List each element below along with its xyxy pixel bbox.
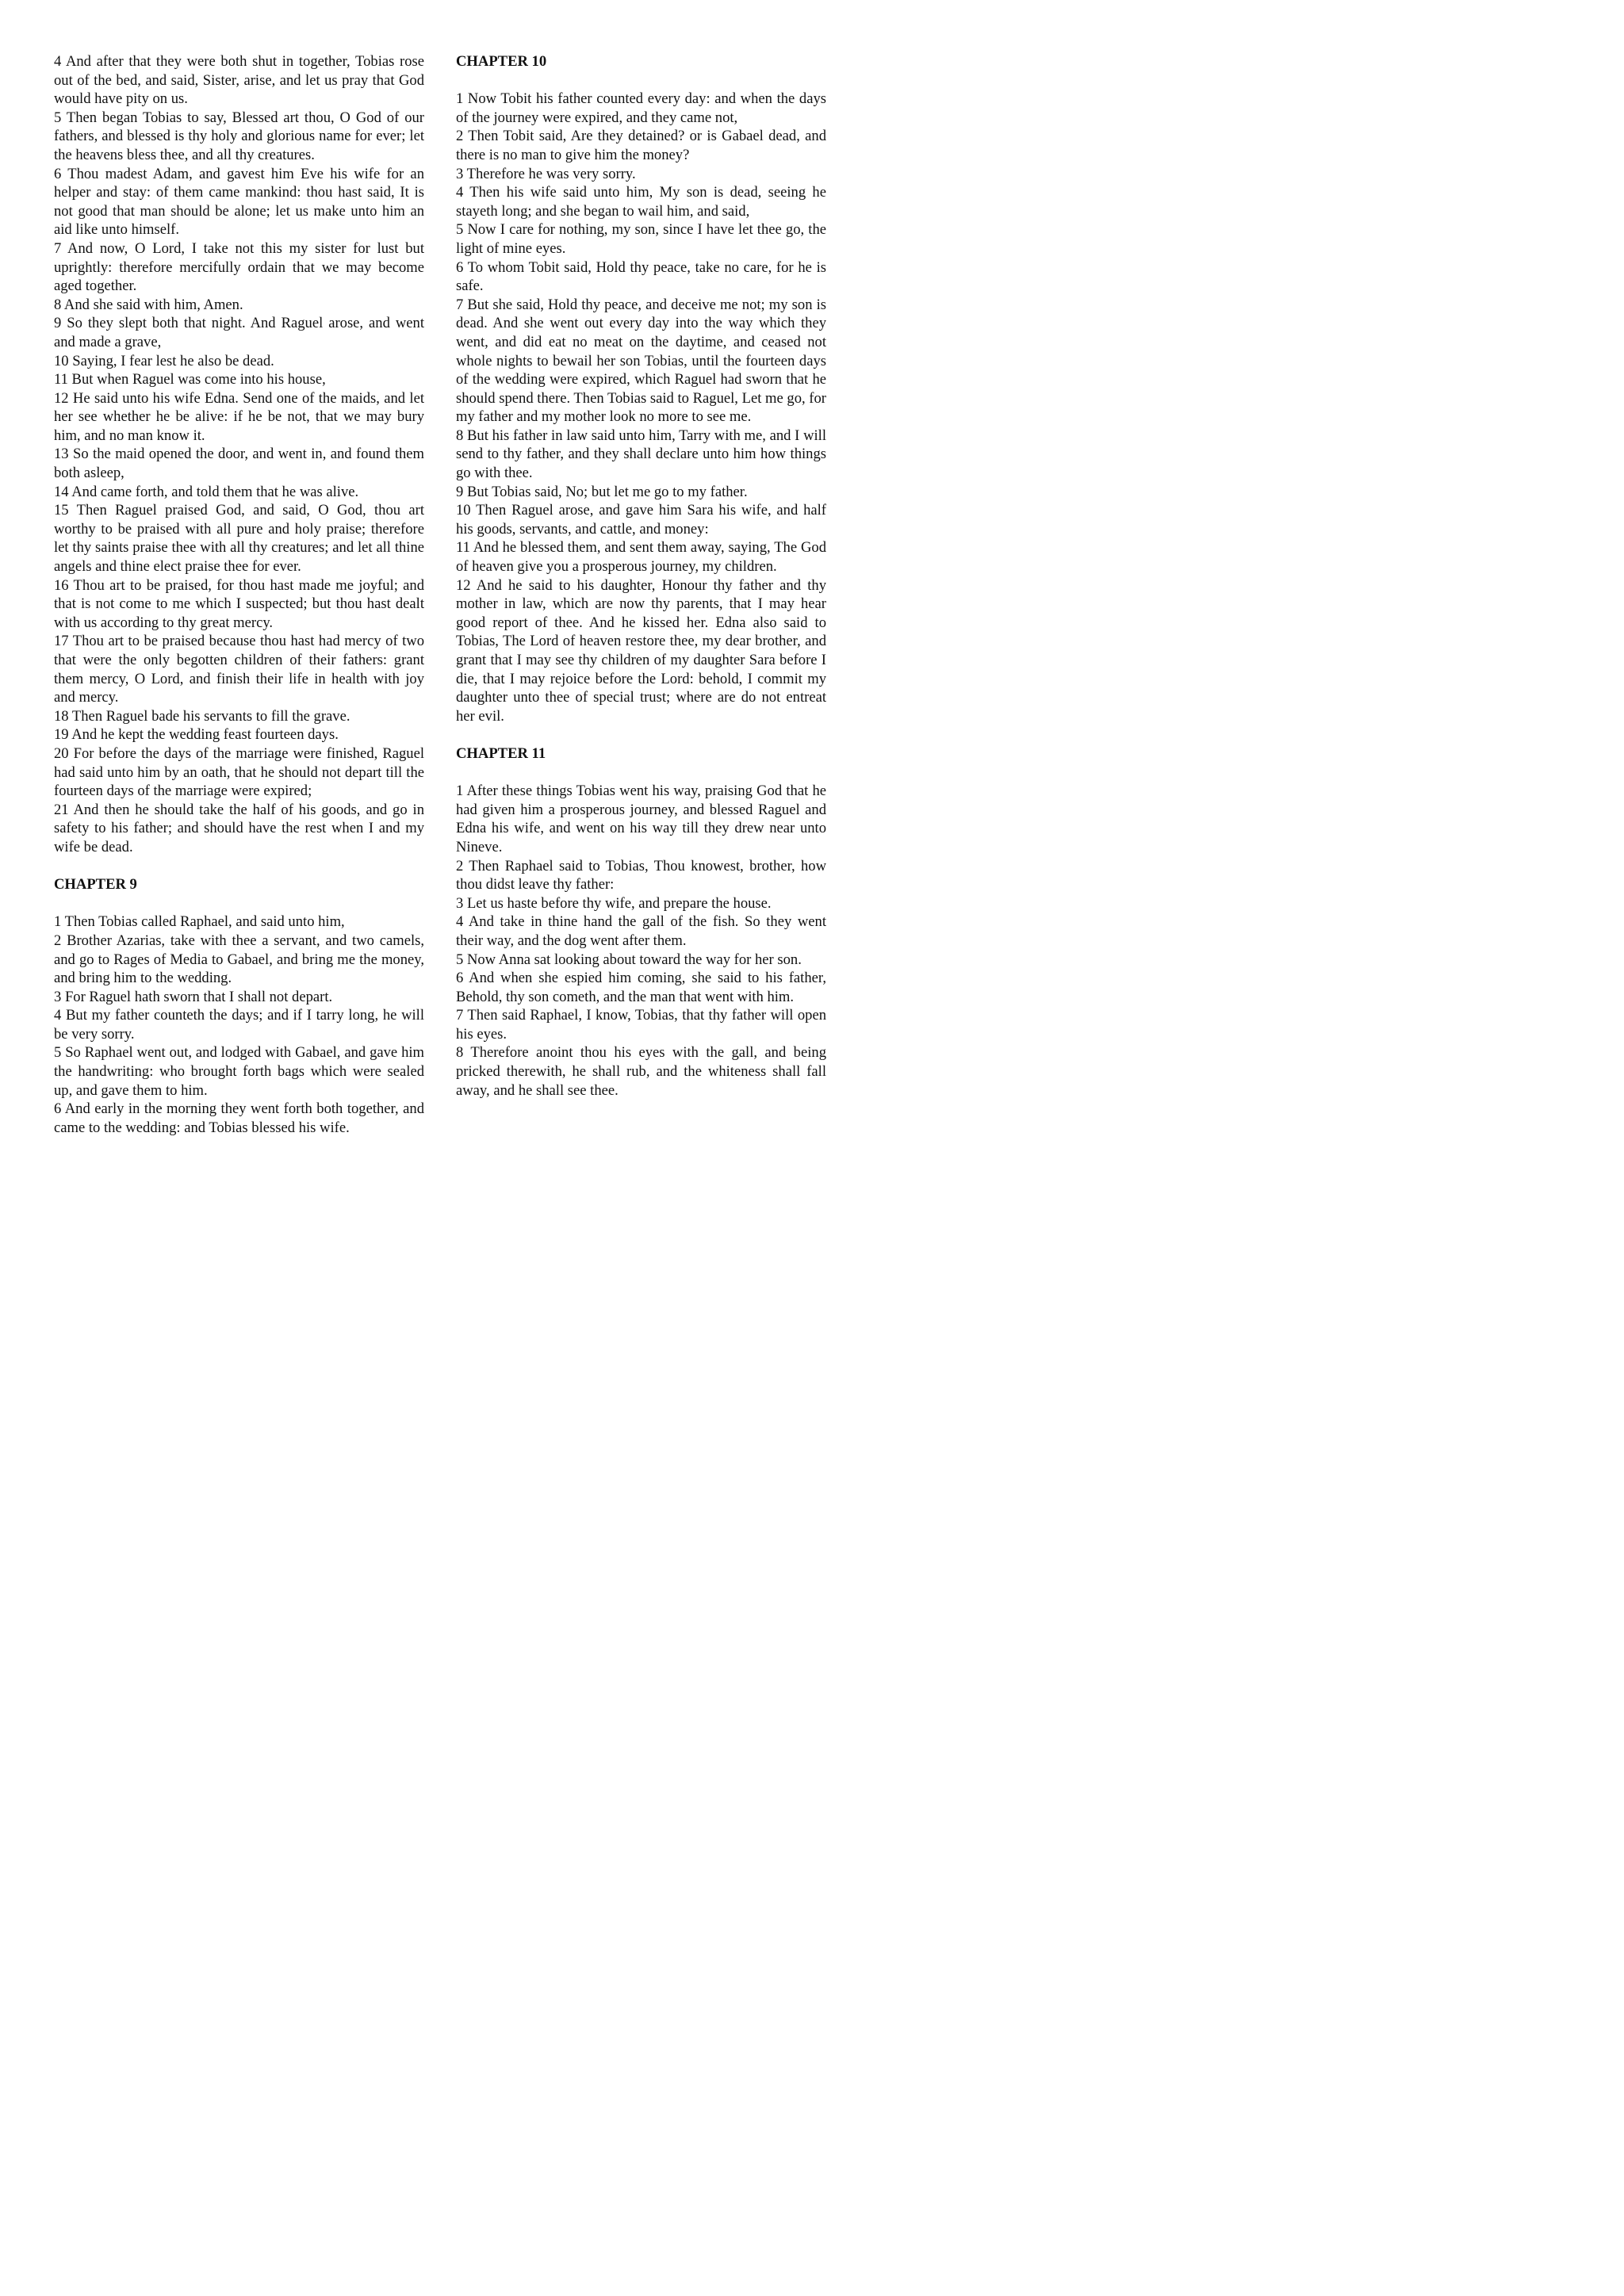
verse: 3 For Raguel hath sworn that I shall not depart.	[54, 988, 333, 1005]
verse: 3 Therefore he was very sorry.	[456, 165, 636, 182]
verse: 4 And take in thine hand the gall of the fish. So they went their way, and the dog went after them.	[456, 913, 826, 949]
chapter-10	[456, 52, 826, 725]
verse: 3 Let us haste before thy wife, and prepare the house.	[456, 894, 772, 912]
verse: 2 Brother Azarias, take with thee a servant, and two camels, and go to Rages of Media to Gabael, and bring me the money, and bring him to the wedding.	[54, 932, 424, 987]
verse: 11 And he blessed them, and sent them away, saying, The God of heaven give you a prosperous journey, my children.	[456, 539, 826, 576]
verse: 17 Thou art to be praised because thou hast had mercy of two that were the only begotten children of their fathers: grant them mercy, O Lord, and finish their life in health with joy and mercy.	[54, 633, 424, 706]
verse: 8 But his father in law said unto him, Tarry with me, and I will send to thy father, and they shall declare unto him how things go with thee.	[456, 427, 826, 482]
chapter-heading: CHAPTER 9	[54, 876, 137, 894]
chapter-11	[456, 744, 826, 1100]
verse: 4 But my father counteth the days; and if I tarry long, he will be very sorry.	[54, 1007, 424, 1043]
verse: 21 And then he should take the half of his goods, and go in safety to his father; and should have the rest when I and my wife be dead.	[54, 801, 424, 855]
verse: 5 Then began Tobias to say, Blessed art thou, O God of our fathers, and blessed is thy holy and glorious name for ever; let the heavens bless thee, and all thy creatures.	[54, 109, 424, 163]
verse: 20 For before the days of the marriage were finished, Raguel had said unto him by an oath, that he should not depart till the fourteen days of the marriage were expired;	[54, 744, 424, 800]
verse: 13 So the maid opened the door, and went in, and found them both asleep,	[54, 446, 424, 482]
verse: 1 Now Tobit his father counted every day: and when the days of the journey were expired, and they came not,	[456, 90, 826, 126]
verse: 6 And early in the morning they went forth both together, and came to the wedding: and Tobias blessed his wife.	[54, 1100, 424, 1136]
verse: 9 But Tobias said, No; but let me go to my father.	[456, 483, 748, 500]
verse: 7 And now, O Lord, I take not this my sister for lust but uprightly: therefore mercifully ordain that we may become aged together.	[54, 239, 424, 295]
verse: 4 Then his wife said unto him, My son is dead, seeing he stayeth long; and she began to wail him, and said,	[456, 184, 826, 220]
verse: 5 So Raphael went out, and lodged with Gabael, and gave him the handwriting: who brought forth bags which were sealed up, and gave them to him.	[54, 1044, 424, 1099]
verses-continued	[54, 52, 424, 857]
verse: 1 Then Tobias called Raphael, and said unto him,	[54, 913, 345, 931]
verse: 16 Thou art to be praised, for thou hast made me joyful; and that is not come to me which I suspected; but thou hast dealt with us according to thy great mercy.	[54, 576, 424, 631]
verse: 18 Then Raguel bade his servants to fill the grave.	[54, 707, 350, 725]
verse: 4 And after that they were both shut in together, Tobias rose out of the bed, and said, Sister, arise, and let us pray that God would have pity on us.	[54, 53, 424, 108]
chapter-heading: CHAPTER 11	[456, 744, 546, 762]
chapter-9	[54, 875, 424, 1137]
verse: 9 So they slept both that night. And Raguel arose, and went and made a grave,	[54, 315, 424, 350]
verse: 5 Now Anna sat looking about toward the way for her son.	[456, 951, 802, 968]
left-column	[54, 52, 424, 1137]
right-column	[456, 52, 826, 1100]
chapter-heading: CHAPTER 10	[456, 53, 547, 70]
verse: 10 Then Raguel arose, and gave him Sara his wife, and half his goods, servants, and cattle, and money:	[456, 502, 826, 538]
verse: 1 After these things Tobias went his way, praising God that he had given him a prosperous journey, and blessed Raguel and Edna his wife, and went on his way till they drew near unto Nineve.	[456, 783, 826, 855]
verse: 19 And he kept the wedding feast fourteen days.	[54, 726, 339, 744]
verse: 14 And came forth, and told them that he was alive.	[54, 483, 359, 500]
verse: 2 Then Tobit said, Are they detained? or is Gabael dead, and there is no man to give him the money?	[456, 128, 826, 163]
verse: 12 He said unto his wife Edna. Send one of the maids, and let her see whether he be alive: if he be not, that we may bury him, and no man know it.	[54, 389, 424, 444]
verse: 6 Thou madest Adam, and gavest him Eve his wife for an helper and stay: of them came mankind: thou hast said, It is not good that man should be alone; let us make unto him an aid like unto himself.	[54, 165, 424, 239]
verse: 6 To whom Tobit said, Hold thy peace, take no care, for he is safe.	[456, 258, 826, 295]
verse: 11 But when Raguel was come into his house,	[54, 371, 326, 388]
verse: 2 Then Raphael said to Tobias, Thou knowest, brother, how thou didst leave thy father:	[456, 857, 826, 894]
verse: 7 Then said Raphael, I know, Tobias, that thy father will open his eyes.	[456, 1007, 826, 1043]
verse: 5 Now I care for nothing, my son, since I have let thee go, the light of mine eyes.	[456, 221, 826, 257]
verse: 12 And he said to his daughter, Honour thy father and thy mother in law, which are now thy parents, that I may hear good report of thee. And he kissed her. Edna also said to Tobias, The Lord of heaven restore thee, my dear brother, and grant that I may see thy children of my daughter Sara before I die, that I may rejoice before the Lord: behold, I commit my daughter unto thee of special trust; where are do not entreat her evil.	[456, 576, 826, 725]
verse: 6 And when she espied him coming, she said to his father, Behold, thy son cometh, and the man that went with him.	[456, 970, 826, 1005]
verse: 15 Then Raguel praised God, and said, O God, thou art worthy to be praised with all pure and holy praise; therefore let thy saints praise thee with all thy creatures; and let all thine angels and thine elect praise thee for ever.	[54, 502, 424, 576]
verse: 7 But she said, Hold thy peace, and deceive me not; my son is dead. And she went out every day into the way which they went, and did eat no meat on the daytime, and ceased not whole nights to bewail her son Tobias, until the fourteen days of the wedding were expired, which Raguel had sworn that he should spend there. Then Tobias said to Raguel, Let me go, for my father and my mother look no more to see me.	[456, 296, 826, 426]
verse: 8 Therefore anoint thou his eyes with the gall, and being pricked therewith, he shall rub, and the whiteness shall fall away, and he shall see thee.	[456, 1044, 826, 1099]
verse: 8 And she said with him, Amen.	[54, 296, 243, 313]
verse: 10 Saying, I fear lest he also be dead.	[54, 352, 274, 369]
